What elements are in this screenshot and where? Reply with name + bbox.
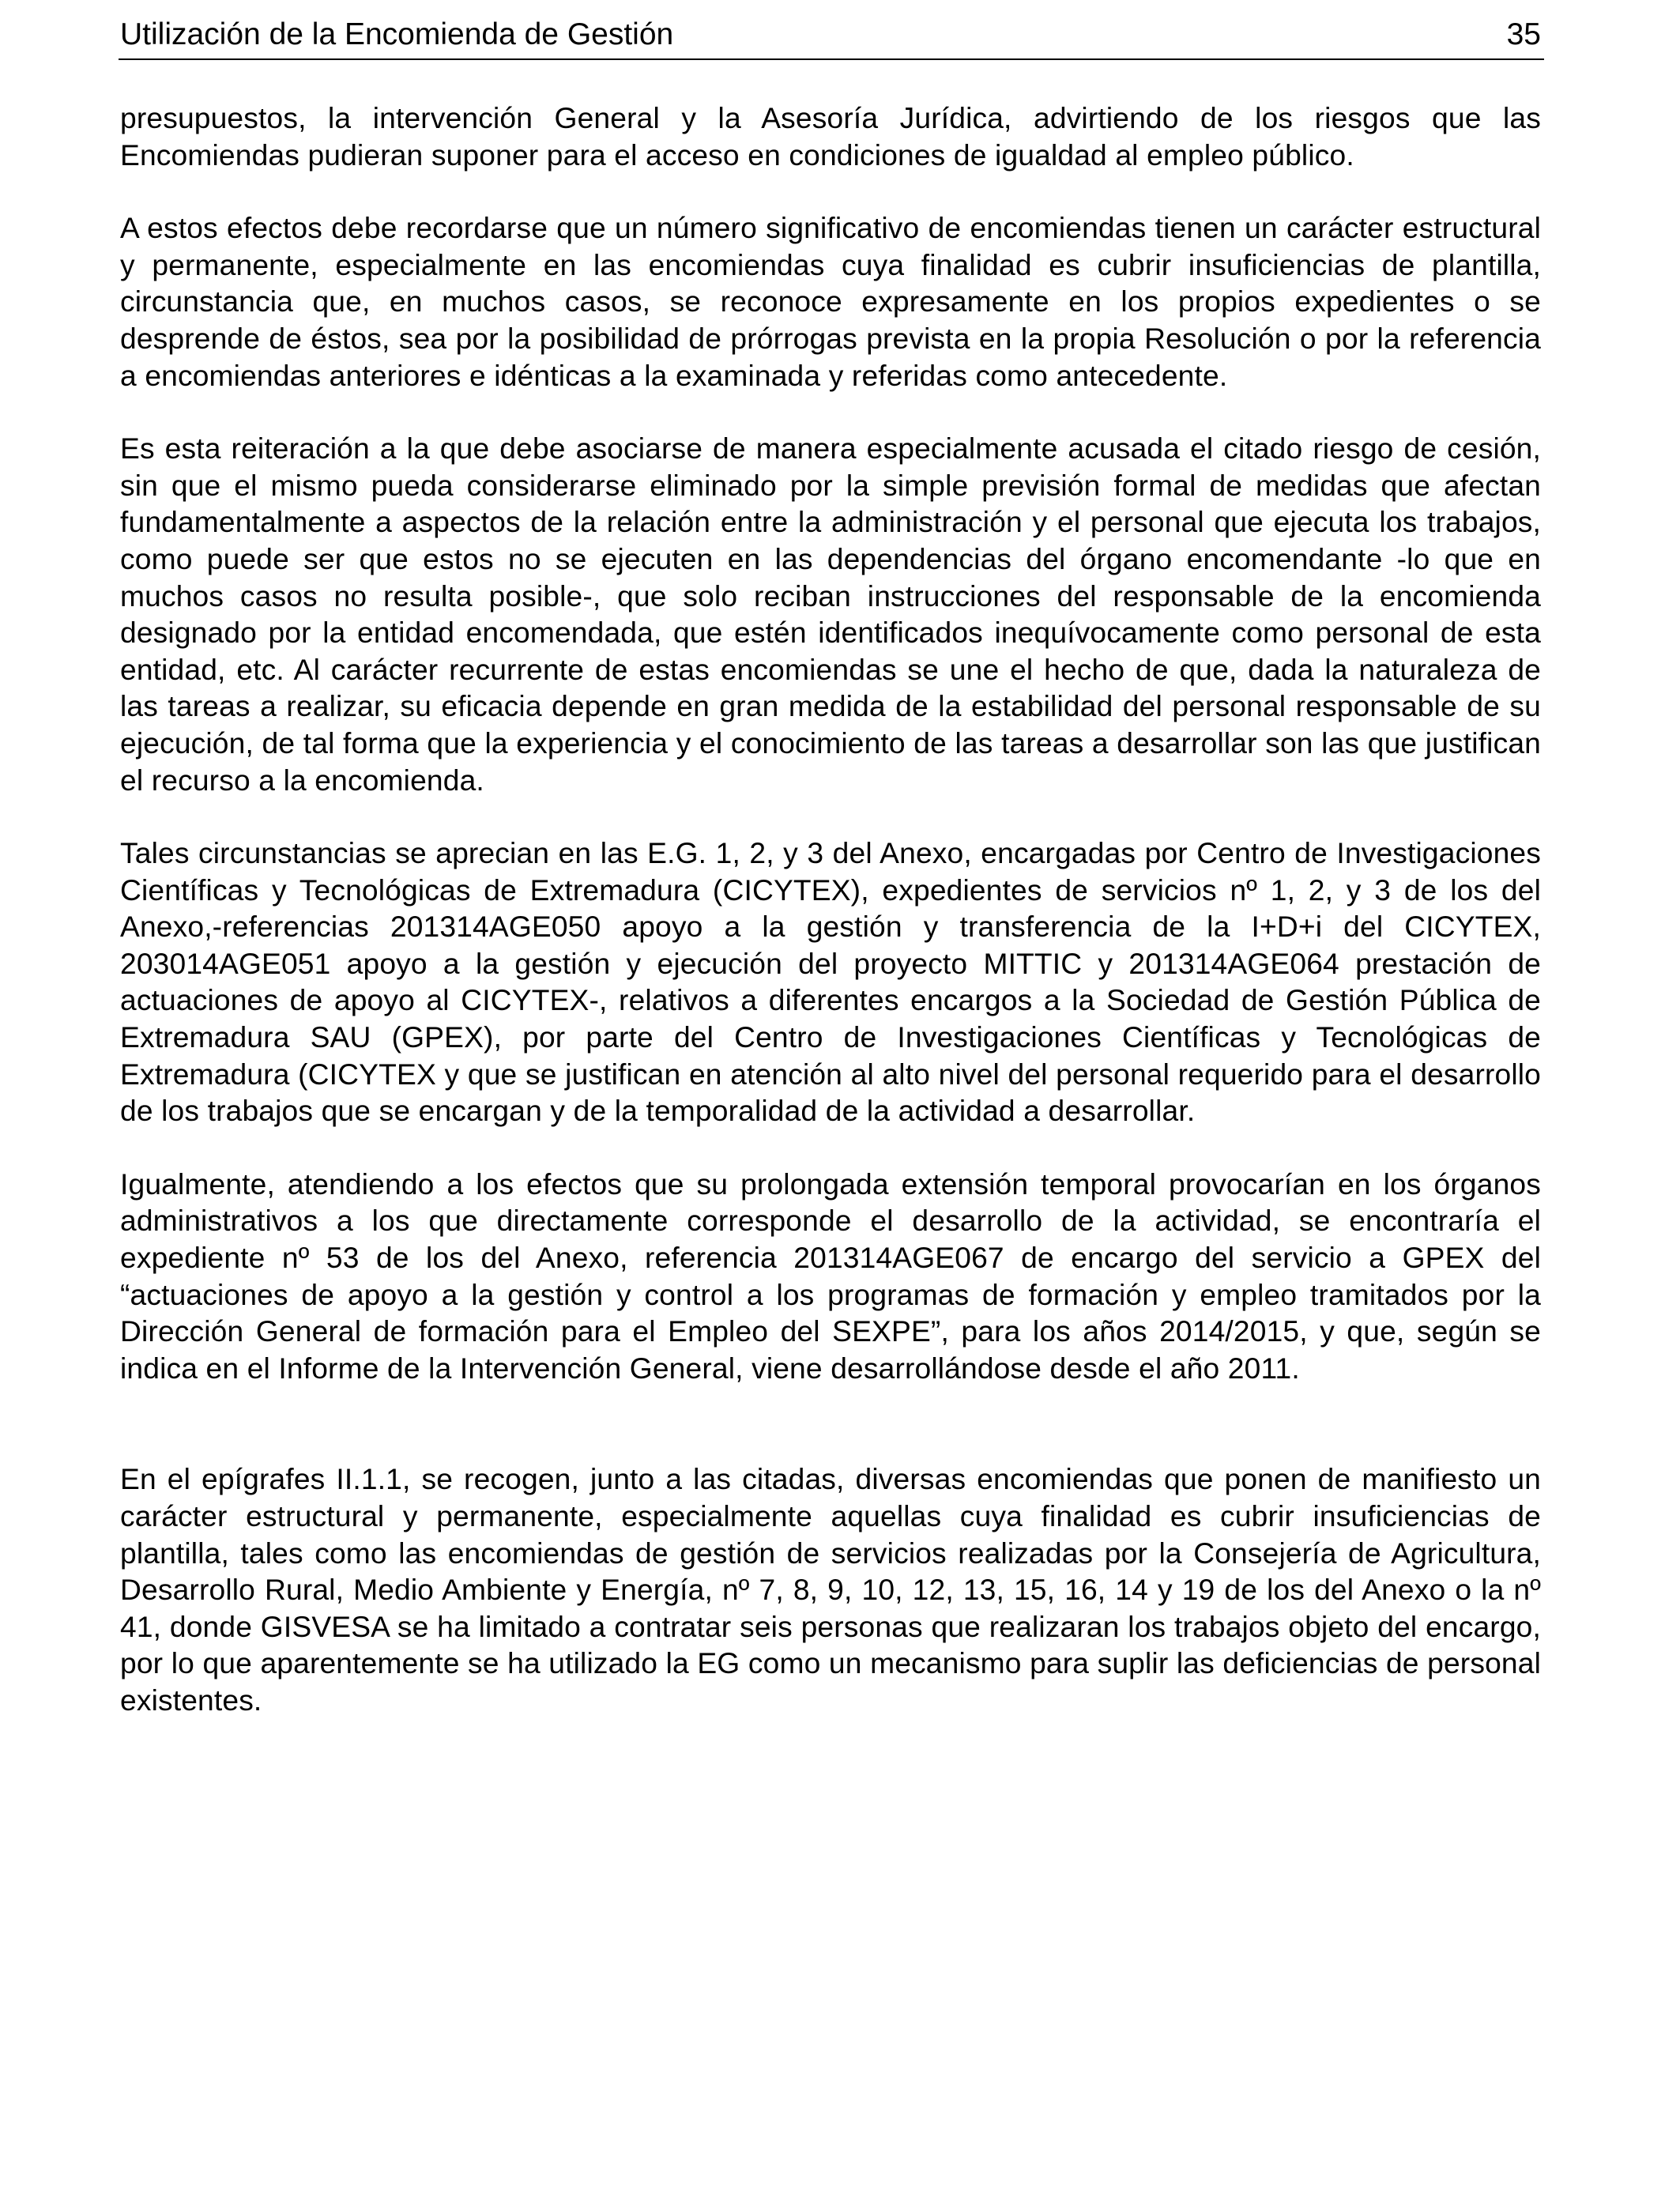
paragraph-6: En el epígrafes II.1.1, se recogen, junto a las citadas, diversas encomiendas que ponen de manifiesto un carácter estructural y permanente, especialmente aquellas cuya finalidad es cubrir insuficiencias de plantilla, tales como las encomiendas de gestión de servicios realizadas por la Consejería de Agricultura, Desarrollo Rural, Medio Ambiente y Energía, nº 7, 8, 9, 10, 12, 13, 15, 16, 14 y 19 de los del Anexo o la nº 41, donde GISVESA se ha limitado a contratar seis personas que realizaran los trabajos objeto del encargo, por lo que aparentemente se ha utilizado la EG como un mecanismo para suplir las deficiencias de personal existentes. xyxy=(120,1462,1541,1717)
document-body xyxy=(120,100,1541,1719)
paragraph-1: presupuestos, la intervención General y la Asesoría Jurídica, advirtiendo de los riesgos que las Encomiendas pudieran suponer para el acceso en condiciones de igualdad al empleo público. xyxy=(120,101,1541,172)
paragraph-3: Es esta reiteración a la que debe asociarse de manera especialmente acusada el citado riesgo de cesión, sin que el mismo pueda considerarse eliminado por la simple previsión formal de medidas que afectan fundamentalmente a aspectos de la relación entre la administración y el personal que ejecuta los trabajos, como puede ser que estos no se ejecuten en las dependencias del órgano encomendante -lo que en muchos casos no resulta posible-, que solo reciban instrucciones del responsable de la encomienda designado por la entidad encomendada, que estén identificados inequívocamente como personal de esta entidad, etc. Al carácter recurrente de estas encomiendas se une el hecho de que, dada la naturaleza de las tareas a realizar, su eficacia depende en gran medida de la estabilidad del personal responsable de su ejecución, de tal forma que la experiencia y el conocimiento de las tareas a desarrollar son las que justifican el recurso a la encomienda. xyxy=(120,432,1541,797)
page-header xyxy=(119,14,1544,60)
paragraph-2: A estos efectos debe recordarse que un número significativo de encomiendas tienen un carácter estructural y permanente, especialmente en las encomiendas cuya finalidad es cubrir insuficiencias de plantilla, circunstancia que, en muchos casos, se reconoce expresamente en los propios expedientes o se desprende de éstos, sea por la posibilidad de prórrogas prevista en la propia Resolución o por la referencia a encomiendas anteriores e idénticas a la examinada y referidas como antecedente. xyxy=(120,211,1541,392)
paragraph-4: Tales circunstancias se aprecian en las E.G. 1, 2, y 3 del Anexo, encargadas por Centro de Investigaciones Científicas y Tecnológicas de Extremadura (CICYTEX), expedientes de servicios nº 1, 2, y 3 de los del Anexo,-referencias 201314AGE050 apoyo a la gestión y transferencia de la I+D+i del CICYTEX, 203014AGE051 apoyo a la gestión y ejecución del proyecto MITTIC y 201314AGE064 prestación de actuaciones de apoyo al CICYTEX-, relativos a diferentes encargos a la Sociedad de Gestión Pública de Extremadura SAU (GPEX), por parte del Centro de Investigaciones Científicas y Tecnológicas de Extremadura (CICYTEX y que se justifican en atención al alto nivel del personal requerido para el desarrollo de los trabajos que se encargan y de la temporalidad de la actividad a desarrollar. xyxy=(120,836,1541,1128)
page-number: 35 xyxy=(1506,17,1541,51)
header-title: Utilización de la Encomienda de Gestión xyxy=(120,17,674,51)
paragraph-5: Igualmente, atendiendo a los efectos que su prolongada extensión temporal provocarían en los órganos administrativos a los que directamente corresponde el desarrollo de la actividad, se encontraría el expediente nº 53 de los del Anexo, referencia 201314AGE067 de encargo del servicio a GPEX del “actuaciones de apoyo a la gestión y control a los programas de formación y empleo tramitados por la Dirección General de formación para el Empleo del SEXPE”, para los años 2014/2015, y que, según se indica en el Informe de la Intervención General, viene desarrollándose desde el año 2011. xyxy=(120,1167,1541,1385)
